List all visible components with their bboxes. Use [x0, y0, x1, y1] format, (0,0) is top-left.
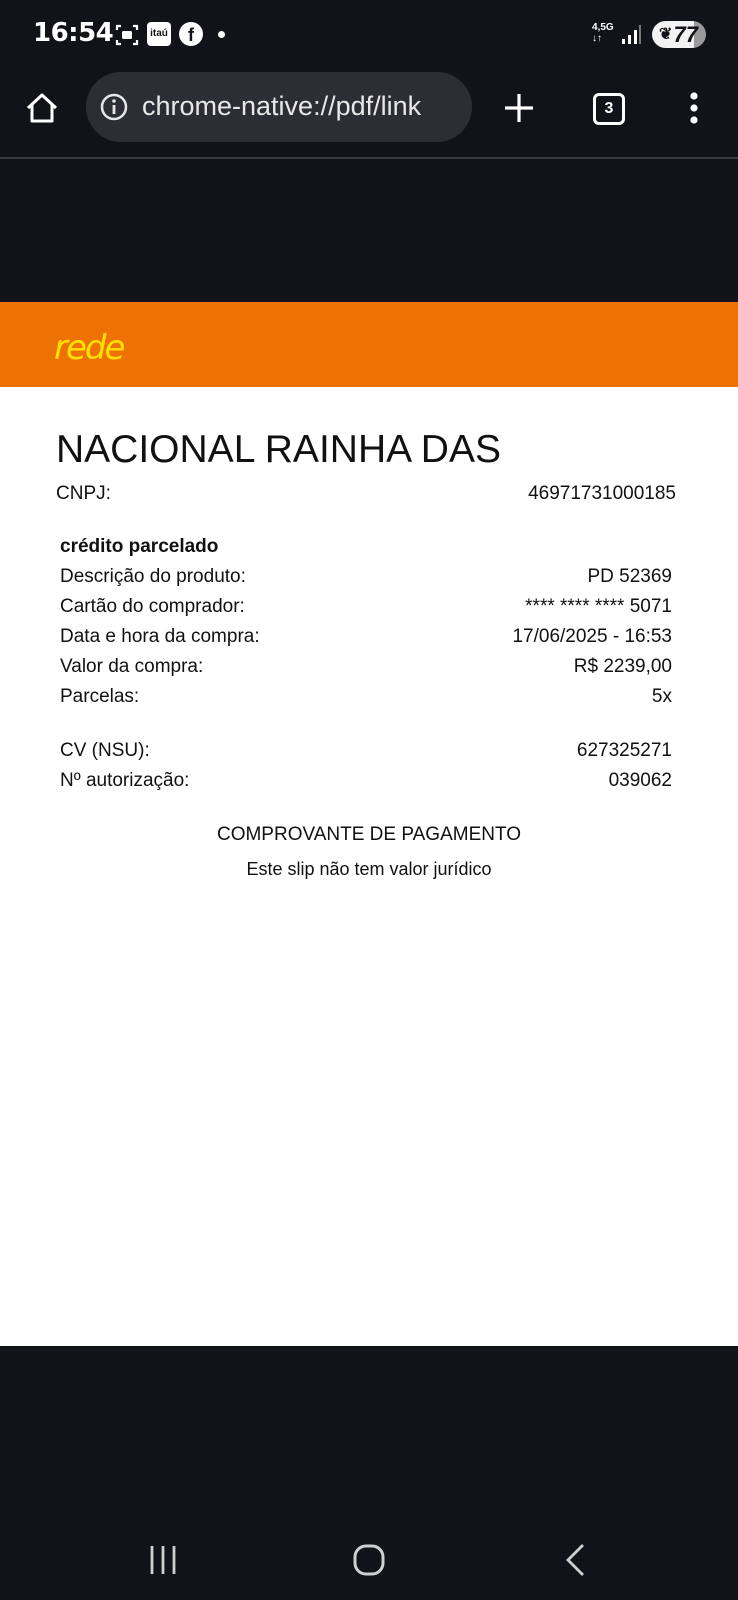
address-bar[interactable]: [86, 72, 472, 142]
facebook-icon: f: [179, 22, 203, 46]
detail-row-product: [60, 566, 672, 594]
brand-header: [0, 302, 738, 387]
toolbar-divider: [0, 157, 738, 159]
pdf-page: [0, 302, 738, 1346]
battery-indicator: [652, 21, 706, 48]
detail-row-installments: [60, 686, 672, 714]
detail-row-card: [60, 596, 672, 624]
cnpj-label: CNPJ:: [56, 483, 111, 504]
detail-label: Data e hora da compra:: [60, 626, 260, 647]
detail-row-datetime: [60, 626, 672, 654]
detail-label: Valor da compra:: [60, 656, 204, 677]
rede-logo: rede: [54, 328, 124, 368]
detail-label: Descrição do produto:: [60, 566, 246, 587]
detail-value: 5x: [651, 686, 672, 707]
cnpj-row: [56, 483, 676, 511]
signal-icon: [620, 24, 642, 46]
home-nav-icon[interactable]: [349, 1540, 389, 1580]
battery-level: 77: [673, 22, 698, 47]
system-nav-bar: [0, 1500, 738, 1600]
id-value: 039062: [608, 770, 672, 791]
home-icon[interactable]: [22, 88, 62, 128]
new-tab-icon[interactable]: [497, 86, 541, 130]
more-menu-icon[interactable]: [672, 86, 716, 130]
info-icon[interactable]: [100, 93, 128, 121]
screenshot-icon: [114, 22, 140, 48]
data-arrows-icon: ↓↑: [592, 33, 602, 44]
detail-value: **** **** **** 5071: [525, 596, 672, 617]
recent-apps-icon[interactable]: [143, 1540, 183, 1580]
itau-icon: itaú: [147, 22, 171, 46]
detail-row-amount: [60, 656, 672, 684]
id-value: 627325271: [576, 740, 672, 761]
network-indicator: [592, 22, 614, 44]
detail-label: Parcelas:: [60, 686, 140, 707]
receipt-footer-note: Este slip não tem valor jurídico: [246, 859, 492, 879]
tab-switcher-button[interactable]: [587, 86, 631, 130]
detail-value: 17/06/2025 - 16:53: [512, 626, 672, 647]
leaf-icon: ❦: [659, 26, 673, 43]
id-label: CV (NSU):: [60, 740, 150, 761]
tab-count: 3: [593, 93, 625, 125]
cnpj-value: 46971731000185: [528, 483, 676, 504]
id-row-nsu: [60, 740, 672, 768]
status-bar: [0, 0, 738, 70]
clock: 16:54: [33, 18, 114, 48]
id-row-authorization: [60, 770, 672, 798]
merchant-name: NACIONAL RAINHA DAS: [56, 428, 501, 471]
more-notifications-dot: [218, 31, 225, 38]
receipt-footer-title: COMPROVANTE DE PAGAMENTO: [216, 824, 522, 845]
back-icon[interactable]: [556, 1540, 596, 1580]
url-text[interactable]: chrome-native://pdf/link: [142, 91, 422, 121]
transaction-type: crédito parcelado: [60, 536, 219, 557]
network-type: 4,5G: [592, 22, 614, 33]
detail-value: PD 52369: [587, 566, 672, 587]
id-label: Nº autorização:: [60, 770, 190, 791]
browser-toolbar: [0, 70, 738, 158]
detail-value: R$ 2239,00: [573, 656, 672, 677]
detail-label: Cartão do comprador:: [60, 596, 245, 617]
